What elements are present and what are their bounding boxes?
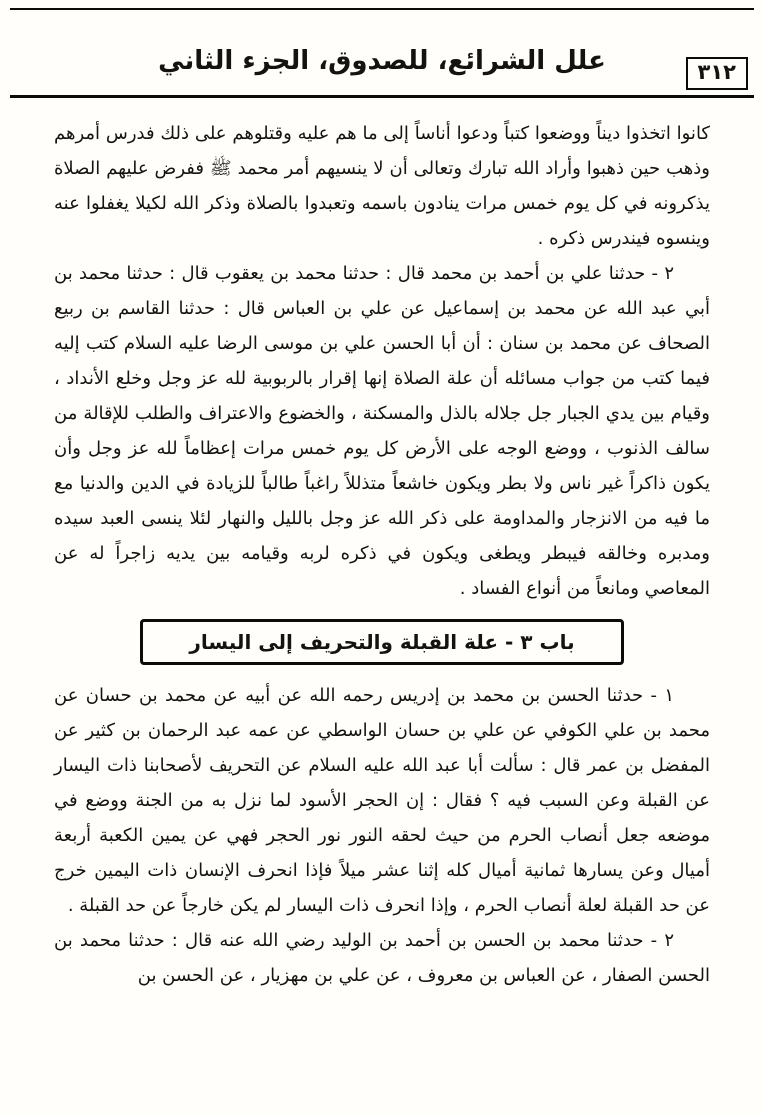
page-number-box [686,57,748,90]
page-header [10,8,754,98]
paragraph-hadith-1-qibla: ١ - حدثنا الحسن بن محمد بن إدريس رحمه الله عن أبيه عن محمد بن حسان عن محمد بن علي الكوفي عن علي بن حسان الواسطي عن عمه عبد الرحمان بن كثير عن المفضل بن عمر قال : سألت أبا عبد الله عليه السلام عن التحريف لأصحابنا ذات اليسار عن القبلة وعن السبب فيه ؟ فقال : إن الحجر الأسود لما نزل به من الجنة ووضع في موضعه جعل أنصاب الحرم من حيث لحقه النور نور الحجر فهي عن يمين الكعبة أربعة أميال وعن يسارها ثمانية أميال كله إثنا عشر ميلاً فإذا انحرف الإنسان ذات اليمين خرج عن حد القبلة لعلة أنصاب الحرم ، وإذا انحرف ذات اليسار لم يكن خارجاً عن حد القبلة . [54,685,710,916]
paragraph-hadith-2-salat: ٢ - حدثنا علي بن أحمد بن محمد قال : حدثنا محمد بن يعقوب قال : حدثنا محمد بن أبي عبد الله عن محمد بن إسماعيل عن علي بن العباس قال : حدثنا القاسم بن ربيع الصحاف عن محمد بن سنان : أن أبا الحسن علي بن موسى الرضا عليه السلام كتب إليه فيما كتب من جواب مسائله أن علة الصلاة إنها إقرار بالربوبية لله عز وجل وخلع الأنداد ، وقيام بين يدي الجبار جل جلاله بالذل والمسكنة ، والخضوع والاعتراف والطلب للإقالة من سالف الذنوب ، ووضع الوجه على الأرض كل يوم خمس مرات إعظاماً لله عز وجل وأن يكون ذاكراً غير ناس ولا بطر ويكون خاشعاً متذللاً راغباً طالباً للزيادة في الدين والدنيا مع ما فيه من الانزجار والمداومة على ذكر الله عز وجل بالليل والنهار لئلا ينسى العبد سيده ومدبره وخالقه فيبطر ويطغى ويكون في ذكره لربه وقيامه بين يديه زاجراً له عن المعاصي ومانعاً من أنواع الفساد . [54,263,710,599]
page-body [10,112,754,993]
chapter-heading-box [140,619,623,665]
chapter-heading: باب ٣ - علة القبلة والتحريف إلى اليسار [189,630,575,654]
paragraph-hadith-tail: كانوا اتخذوا ديناً ووضعوا كتباً ودعوا أناساً إلى ما هم عليه وقتلوهم على ذلك فدرس أمرهم وذهب حين ذهبوا وأراد الله تبارك وتعالى أن لا ينسيهم أمر محمد ﷺ ففرض عليهم الصلاة يذكرونه في كل يوم خمس مرات ينادون باسمه وتعبدوا بالصلاة وذكر الله لكيلا يغفلوا عنه وينسوه فيندرس ذكره . [54,123,710,249]
page-number: ٣١٢ [697,59,736,84]
book-title: علل الشرائع، للصدوق، الجزء الثاني [158,45,606,76]
paragraph-hadith-2-qibla: ٢ - حدثنا محمد بن الحسن بن أحمد بن الوليد رضي الله عنه قال : حدثنا محمد بن الحسن الصفار ، عن العباس بن معروف ، عن علي بن مهزيار ، عن الحسن بن [54,930,710,986]
